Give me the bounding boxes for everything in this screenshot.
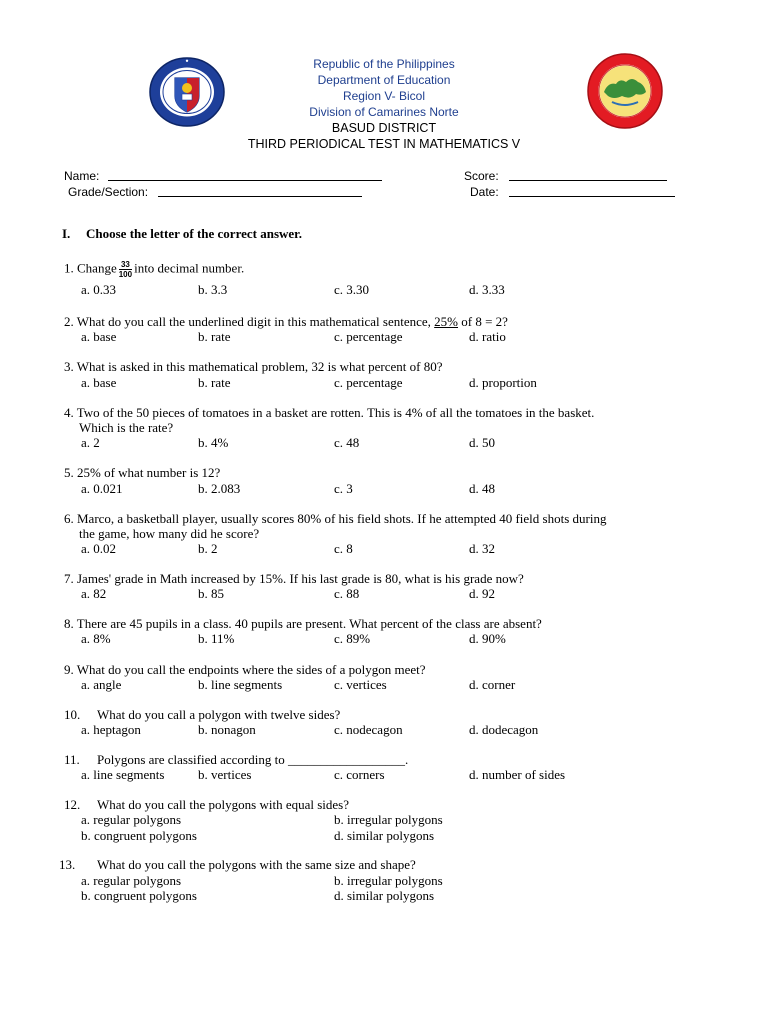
q2-option-b[interactable]: b. rate (198, 329, 231, 344)
q4-option-c[interactable]: c. 48 (334, 435, 360, 450)
q7-option-d[interactable]: d. 92 (469, 586, 495, 601)
q4-option-a[interactable]: a. 2 (81, 435, 100, 450)
q11-option-a[interactable]: a. line segments (81, 767, 165, 782)
fraction: $\frac{33}{100}$ (118, 260, 133, 279)
q10-option-d[interactable]: d. dodecagon (469, 722, 539, 737)
q13-option-b[interactable]: b. irregular polygons (334, 873, 443, 888)
q1-option-b[interactable]: b. 3.3 (198, 282, 228, 297)
q8-option-c[interactable]: c. 89% (334, 631, 371, 646)
date-label: Date: (470, 185, 499, 199)
q1-option-c[interactable]: c. 3.30 (334, 282, 370, 297)
question-13-number: 13. (59, 857, 76, 872)
header-department: Department of Education (317, 73, 451, 87)
question-6: 6. Marco, a basketball player, usually scores 80% of his field shots. If he attempted 40 field shots during (64, 511, 607, 526)
question-6-line-2: the game, how many did he score? (79, 526, 260, 541)
score-label: Score: (464, 169, 499, 183)
q7-option-c[interactable]: c. 88 (334, 586, 360, 601)
q1-option-a[interactable]: a. 0.33 (81, 282, 117, 297)
question-11: Polygons are classified according to __________________. (97, 752, 409, 767)
question-5: 5. 25% of what number is 12? (64, 465, 221, 480)
question-11-number: 11. (64, 752, 80, 767)
question-12-number: 12. (64, 797, 81, 812)
q9-option-a[interactable]: a. angle (81, 677, 122, 692)
q7-option-b[interactable]: b. 85 (198, 586, 224, 601)
q8-option-a[interactable]: a. 8% (81, 631, 111, 646)
q13-option-a[interactable]: a. regular polygons (81, 873, 182, 888)
q8-option-b[interactable]: b. 11% (198, 631, 235, 646)
header-division: Division of Camarines Norte (309, 105, 459, 119)
q1-option-d[interactable]: d. 3.33 (469, 282, 505, 297)
question-12: What do you call the polygons with equal sides? (97, 797, 350, 812)
question-3: 3. What is asked in this mathematical problem, 32 is what percent of 80? (64, 359, 443, 374)
question-10-number: 10. (64, 707, 81, 722)
q10-option-c[interactable]: c. nodecagon (334, 722, 403, 737)
q3-option-a[interactable]: a. base (81, 375, 117, 390)
q10-option-a[interactable]: a. heptagon (81, 722, 141, 737)
test-title: THIRD PERIODICAL TEST IN MATHEMATICS V (247, 137, 521, 151)
q2-option-a[interactable]: a. base (81, 329, 117, 344)
q13-option-c[interactable]: b. congruent polygons (81, 888, 197, 903)
q9-option-c[interactable]: c. vertices (334, 677, 387, 692)
section-roman: I. (62, 226, 71, 241)
q5-option-c[interactable]: c. 3 (334, 481, 353, 496)
question-4: 4. Two of the 50 pieces of tomatoes in a basket are rotten. This is 4% of all the tomatoes in the basket. (64, 405, 595, 420)
q5-option-d[interactable]: d. 48 (469, 481, 495, 496)
header-district: BASUD DISTRICT (331, 121, 437, 135)
q5-option-b[interactable]: b. 2.083 (198, 481, 241, 496)
q11-option-d[interactable]: d. number of sides (469, 767, 566, 782)
q6-option-c[interactable]: c. 8 (334, 541, 353, 556)
q9-option-d[interactable]: d. corner (469, 677, 516, 692)
name-field[interactable] (108, 168, 382, 181)
question-13: What do you call the polygons with the same size and shape? (97, 857, 416, 872)
header-region: Region V- Bicol (342, 89, 426, 103)
q3-option-c[interactable]: c. percentage (334, 375, 403, 390)
q3-option-b[interactable]: b. rate (198, 375, 231, 390)
q9-option-b[interactable]: b. line segments (198, 677, 283, 692)
q8-option-d[interactable]: d. 90% (469, 631, 506, 646)
q12-option-d[interactable]: d. similar polygons (334, 828, 435, 843)
q12-option-c[interactable]: b. congruent polygons (81, 828, 197, 843)
q3-option-d[interactable]: d. proportion (469, 375, 537, 390)
date-field[interactable] (509, 184, 675, 197)
question-10: What do you call a polygon with twelve sides? (97, 707, 341, 722)
question-2: 2. What do you call the underlined digit in this mathematical sentence, 25% of 8 = 2? (64, 314, 508, 329)
q6-option-a[interactable]: a. 0.02 (81, 541, 117, 556)
section-instruction: Choose the letter of the correct answer. (86, 226, 302, 241)
q11-option-c[interactable]: c. corners (334, 767, 385, 782)
q5-option-a[interactable]: a. 0.021 (81, 481, 123, 496)
q12-option-a[interactable]: a. regular polygons (81, 812, 182, 827)
q4-option-d[interactable]: d. 50 (469, 435, 495, 450)
question-7: 7. James' grade in Math increased by 15%. If his last grade is 80, what is his grade now? (64, 571, 524, 586)
q13-option-d[interactable]: d. similar polygons (334, 888, 435, 903)
grade-section-field[interactable] (158, 184, 362, 197)
q10-option-b[interactable]: b. nonagon (198, 722, 256, 737)
q6-option-b[interactable]: b. 2 (198, 541, 218, 556)
q6-option-d[interactable]: d. 32 (469, 541, 495, 556)
q2-option-c[interactable]: c. percentage (334, 329, 403, 344)
section-heading (62, 226, 302, 242)
header-republic: Republic of the Philippines (313, 57, 455, 71)
underlined-value: 25% (434, 314, 459, 329)
question-8: 8. There are 45 pupils in a class. 40 pupils are present. What percent of the class are absent? (64, 616, 542, 631)
q12-option-b[interactable]: b. irregular polygons (334, 812, 443, 827)
question-1: 1. Change $\frac{33}{100}$ into decimal number. (64, 260, 245, 279)
q2-option-d[interactable]: d. ratio (469, 329, 506, 344)
q7-option-a[interactable]: a. 82 (81, 586, 107, 601)
question-4-line-2: Which is the rate? (79, 420, 174, 435)
name-label: Name: (64, 169, 100, 183)
score-field[interactable] (509, 168, 667, 181)
q11-option-b[interactable]: b. vertices (198, 767, 252, 782)
question-9: 9. What do you call the endpoints where the sides of a polygon meet? (64, 662, 426, 677)
q4-option-b[interactable]: b. 4% (198, 435, 229, 450)
grade-section-label: Grade/Section: (68, 185, 149, 199)
